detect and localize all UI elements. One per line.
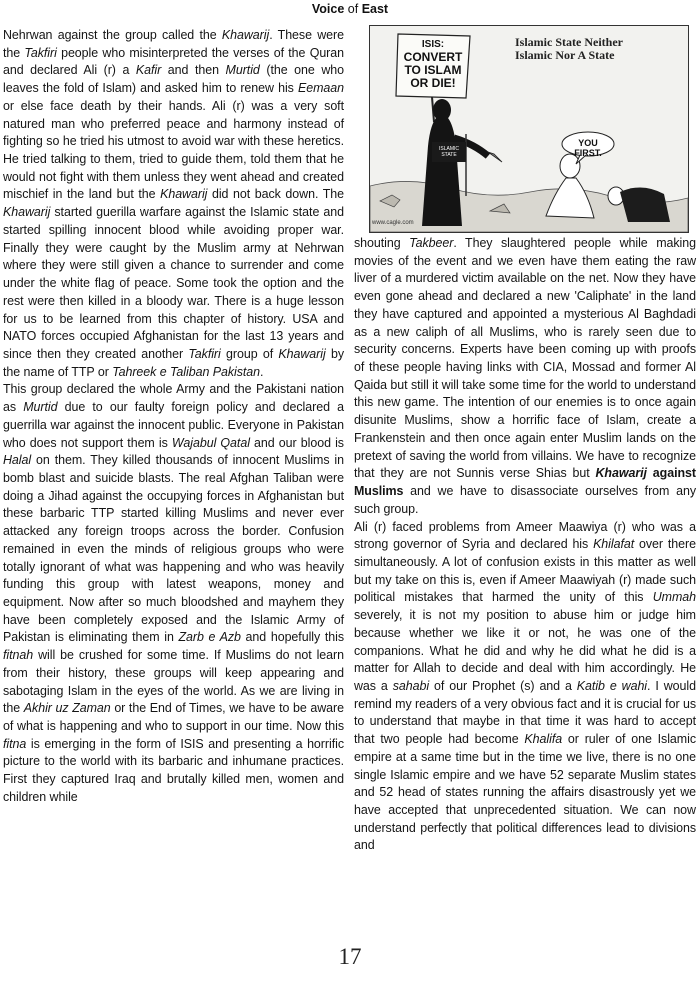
political-cartoon bbox=[369, 25, 689, 233]
left-paragraph: Nehrwan against the group called the Khawarij. These were the Takfiri people who misinterpreted the verses of the Quran and declared Ali (r) a Kafir and then Murtid (the one who leaves the fold of Islam) and asked him to renew his Eemaan or else face death by their hands. Ali (r) was a very soft natured man who preferred peace and harmony instead of fighting so he tried his utmost to avoid war with these heretics. He tried talking to them, tried to guide them, told them that he would not fight with them unless they went ahead and created mischief in the land but the Khawarij did not back down. The Khawarij started guerilla warfare against the Islamic state and started spilling innocent blood while avoiding proper war. Finally they were caught by the Muslim army at Nehrwan where they were still given a chance to surrender and come under the white flag of peace. Some took the option and the rest were then killed in a bloody war. There is a huge lesson for us to be learned from this chapter of history. USA and NATO forces occupied Afghanistan for the last 13 years and since then they created another Takfiri group of Khawarij by the name of TTP or Tahreek e Taliban Pakistan. bbox=[3, 28, 345, 379]
header-word-voice: Voice bbox=[311, 2, 345, 16]
cartoon-credit: www.cagle.com bbox=[372, 220, 414, 226]
right-text-column bbox=[354, 235, 696, 855]
sign-line1: CONVERT bbox=[403, 50, 463, 64]
flag-text: ISLAMIC STATE bbox=[438, 146, 459, 158]
cartoon-title-line1: Islamic State Neither bbox=[515, 35, 623, 49]
left-text-column bbox=[3, 27, 344, 807]
sign-text bbox=[400, 38, 466, 90]
sign-line3: OR DIE! bbox=[410, 76, 456, 90]
left-paragraph: This group declared the whole Army and the Pakistani nation as Murtid due to our faulty foreign policy and declared a guerrilla war against the innocent public. Everyone in Pakistan who does not support them is Wajabul Qatal and our blood is Halal on them. They killed thousands of innocent Muslims in bomb blast and suicide blasts. The real Afghan Taliban were doing a Jihad against the occupying forces in Afghanistan but these barbaric TTP started killing Muslims and never ever attacked any foreign troops across the border. Confusion remained in even the minds of religious groups who were totally ignorant of what was happening and who was heavily funding this group with latest weapons, money and equipment. Now after so much bloodshed and mayhem they have been completely exposed and the Islamic Army of Pakistan is eliminating them in Zarb e Azb and hopefully this fitnah will be crushed for some time. If Muslims do not learn from their history, these groups will keep appearing and sabotaging Islam in the eyes of the world. As we are living in the Akhir uz Zaman or the End of Times, we have to be aware of what is happening and who to support in our time. Now this fitna is emerging in the form of ISIS and presenting a horrific picture to the world with its barbaric and inhumane practices. First they captured Iraq and brutally killed men, women and children while bbox=[3, 382, 344, 804]
magazine-header bbox=[0, 0, 700, 18]
cartoon-title-line2: Islamic Nor A State bbox=[515, 48, 615, 62]
page-number: 17 bbox=[338, 944, 362, 969]
speech-text: YOU FIRST. bbox=[574, 138, 602, 158]
cartoon-title bbox=[515, 36, 685, 62]
sign-line2: TO ISLAM bbox=[404, 63, 462, 77]
right-paragraph: Ali (r) faced problems from Ameer Maawiya (r) who was a strong governor of Syria and declared his Khilafat over there simultaneously. A lot of confusion exists in this matter as well but my take on this is, even if Ameer Maawiyah (r) made such political mistakes that harmed the unity of this Ummah severely, it is not my position to abuse him or judge him because whether we like it or not, he was one of the companions. What he did and why he did what he did is a matter for Allah to decide and deal with him accordingly. He was a sahabi of our Prophet (s) and a Katib e wahi. I would remind my readers of a very obvious fact and it is crucial for us to understand that maybe in that time it was hard to accept that two people had become Khalifa or ruler of one Islamic empire at a same time but in the time we live, there is no one single Islamic empire and we have 52 separate Muslim states and 52 head of states running the affairs disastrously yet we have accepted that unprecedented situation. We can now understand perfectly that political differences lead to divisions and bbox=[354, 519, 696, 853]
right-paragraph: shouting Takbeer. They slaughtered people while making movies of the event and we even have them eating the raw liver of a murdered victim available on the net. Now they have even gone ahead and declared a new 'Caliphate' in the land they have captured and appointed a mysterious Al Baghdadi as a new caliph of all Muslims, who is rarely seen due to security concerns. Experts have been coming up with proofs of these people having links with CIA, Mossad and former Al Qaida but still it will take some time for the world to understand this new game. The intention of our enemies is to once again disunite Muslims, show a horrific face of Islam, create a Frankenstein and then once again enter Muslim lands on the pretext of saving the world from villains. We have to recognize that they are not Sunnis verse Shias but Khawarij against Muslims and we have to disassociate ourselves from any such group. bbox=[354, 236, 697, 516]
header-word-of: of bbox=[344, 2, 362, 16]
sign-label: ISIS: bbox=[421, 39, 445, 50]
header-word-east: East bbox=[361, 2, 389, 16]
